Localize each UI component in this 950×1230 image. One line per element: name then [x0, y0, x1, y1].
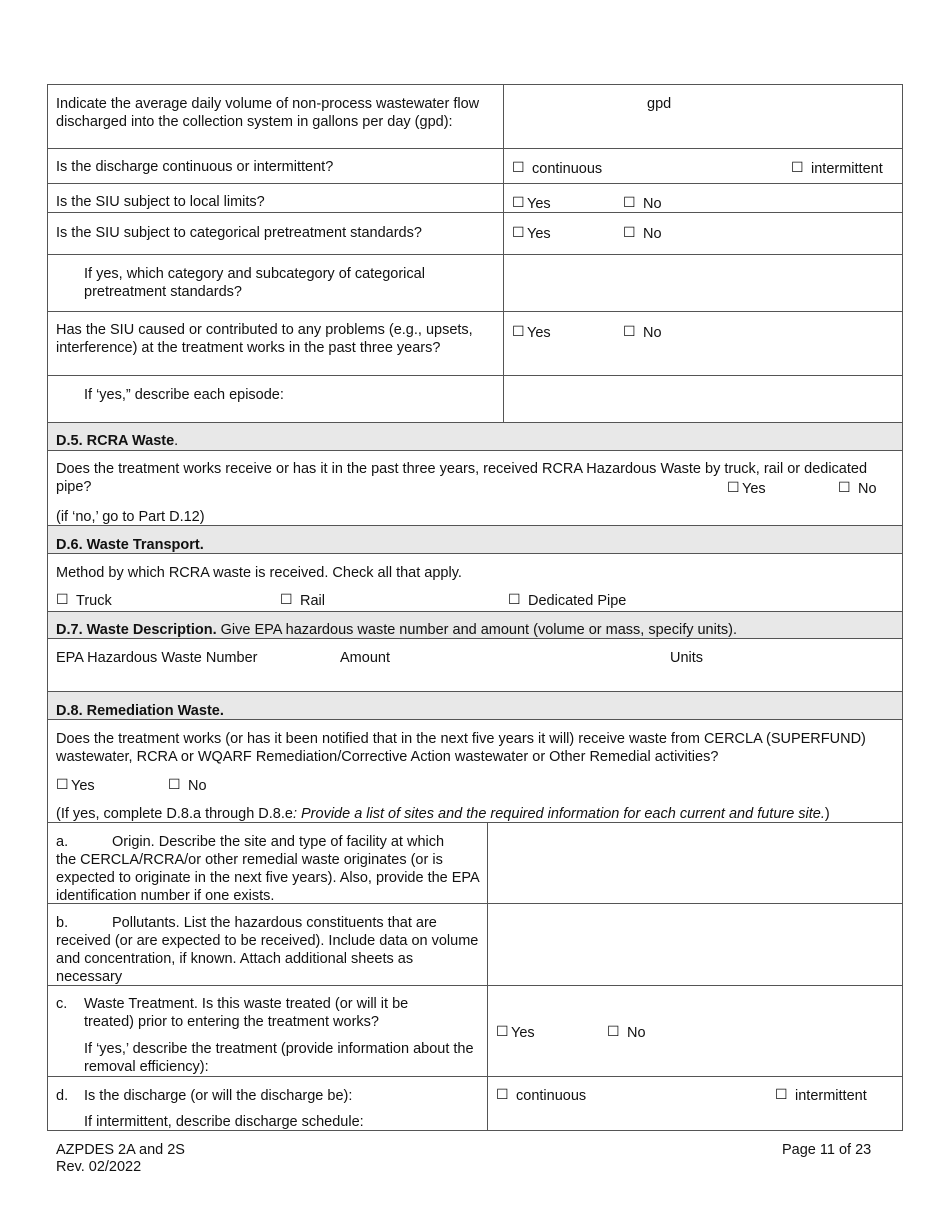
d5-no-checkbox[interactable]: ☐: [838, 480, 851, 496]
pipe-label: Dedicated Pipe: [528, 593, 627, 609]
item-d-continuous-label: continuous: [516, 1088, 587, 1104]
item-b-letter: b.: [56, 915, 69, 931]
d8-instructions: (If yes, complete D.8.a through D.8.e: Provide a list of sites and the required information for each current and future site.): [56, 806, 830, 822]
item-a-text-first: Origin. Describe the site and type of facility at which: [112, 834, 445, 850]
d5-note: (if ‘no,’ go to Part D.12): [56, 509, 205, 525]
d7-col-amount: Amount: [340, 650, 390, 666]
local-limits-yes-label: Yes: [527, 196, 551, 212]
gpd-unit: gpd: [647, 96, 672, 112]
d5-yes-label: Yes: [742, 481, 766, 497]
footer-form: AZPDES 2A and 2S: [56, 1142, 185, 1158]
d8-no-checkbox[interactable]: ☐: [168, 777, 181, 793]
item-b-text-rest: received (or are expected to be received). Include data on volume and concentration, if known. Attach additional sheets as necessary: [56, 933, 479, 985]
d5-yes-checkbox[interactable]: ☐: [727, 480, 740, 496]
problems-question: Has the SIU caused or contributed to any problems (e.g., upsets, interference) at the treatment works in the past three years?: [56, 322, 473, 356]
problems-yes-checkbox[interactable]: ☐: [512, 324, 525, 340]
rail-label: Rail: [300, 593, 325, 609]
d5-no-label: No: [858, 481, 877, 497]
d8-no-label: No: [188, 778, 207, 794]
continuous-question: Is the discharge continuous or intermittent?: [56, 159, 334, 175]
intermittent-label: intermittent: [811, 161, 883, 177]
intermittent-checkbox[interactable]: ☐: [791, 160, 804, 176]
item-c-letter: c.: [56, 996, 68, 1012]
footer-page: Page 11 of 23: [782, 1142, 872, 1158]
d8-yes-checkbox[interactable]: ☐: [56, 777, 69, 793]
categorical-yes-label: Yes: [527, 226, 551, 242]
item-d-intermittent-checkbox[interactable]: ☐: [775, 1087, 788, 1103]
truck-checkbox[interactable]: ☐: [56, 592, 69, 608]
d5-question: Does the treatment works receive or has it in the past three years, received RCRA Hazardous Waste by truck, rail or dedicated pipe?: [56, 461, 868, 495]
d5-heading: D.5. RCRA Waste.: [56, 433, 179, 449]
d7-heading: D.7. Waste Description. Give EPA hazardous waste number and amount (volume or mass, specify units).: [56, 622, 737, 638]
d6-question: Method by which RCRA waste is received. Check all that apply.: [56, 565, 462, 581]
local-limits-no-checkbox[interactable]: ☐: [623, 195, 636, 211]
truck-label: Truck: [76, 593, 112, 609]
d8-question: Does the treatment works (or has it been notified that in the next five years it will) receive waste from CERCLA (SUPERFUND) wastewater, RCRA or WQARF Remediation/Corrective Action wastewater or Other Remedial activities?: [56, 731, 866, 765]
continuous-label: continuous: [532, 161, 603, 177]
d7-col-units: Units: [670, 650, 704, 666]
item-a-text-rest: the CERCLA/RCRA/or other remedial waste originates (or is expected to originate in the next five years). Also, provide the EPA identification number if one exists.: [56, 852, 479, 904]
categorical-question: Is the SIU subject to categorical pretreatment standards?: [56, 225, 422, 241]
d6-heading: D.6. Waste Transport.: [56, 537, 204, 553]
avg-volume-question: Indicate the average daily volume of non-process wastewater flow discharged into the collection system in gallons per day (gpd):: [56, 96, 480, 130]
rail-checkbox[interactable]: ☐: [280, 592, 293, 608]
item-d-text: Is the discharge (or will the discharge be):: [84, 1088, 353, 1104]
item-d-intermittent-label: intermittent: [795, 1088, 867, 1104]
continuous-checkbox[interactable]: ☐: [512, 160, 525, 176]
footer-rev: Rev. 02/2022: [56, 1159, 142, 1175]
d7-col-number: EPA Hazardous Waste Number: [56, 650, 258, 666]
categorical-no-label: No: [643, 226, 662, 242]
item-d-letter: d.: [56, 1088, 69, 1104]
local-limits-no-label: No: [643, 196, 662, 212]
item-c-sub: If ‘yes,’ describe the treatment (provide information about the removal efficiency):: [84, 1041, 474, 1075]
item-b-text-first: Pollutants. List the hazardous constituents that are: [112, 915, 437, 931]
item-c-yes-checkbox[interactable]: ☐: [496, 1024, 509, 1040]
local-limits-question: Is the SIU subject to local limits?: [56, 194, 265, 210]
item-d-continuous-checkbox[interactable]: ☐: [496, 1087, 509, 1103]
d8-heading: D.8. Remediation Waste.: [56, 703, 224, 719]
item-c-yes-label: Yes: [511, 1025, 535, 1041]
item-a-letter: a.: [56, 834, 69, 850]
item-d-sub: If intermittent, describe discharge schedule:: [84, 1114, 364, 1130]
item-c-text: Waste Treatment. Is this waste treated (or will it be treated) prior to entering the treatment works?: [84, 996, 409, 1030]
problems-yes-label: Yes: [527, 325, 551, 341]
local-limits-yes-checkbox[interactable]: ☐: [512, 195, 525, 211]
problems-no-checkbox[interactable]: ☐: [623, 324, 636, 340]
category-question: If yes, which category and subcategory of categorical pretreatment standards?: [84, 266, 425, 300]
d8-yes-label: Yes: [71, 778, 95, 794]
pipe-checkbox[interactable]: ☐: [508, 592, 521, 608]
categorical-yes-checkbox[interactable]: ☐: [512, 225, 525, 241]
problems-no-label: No: [643, 325, 662, 341]
item-c-no-checkbox[interactable]: ☐: [607, 1024, 620, 1040]
item-c-no-label: No: [627, 1025, 646, 1041]
categorical-no-checkbox[interactable]: ☐: [623, 225, 636, 241]
episode-question: If ‘yes,” describe each episode:: [84, 387, 284, 403]
